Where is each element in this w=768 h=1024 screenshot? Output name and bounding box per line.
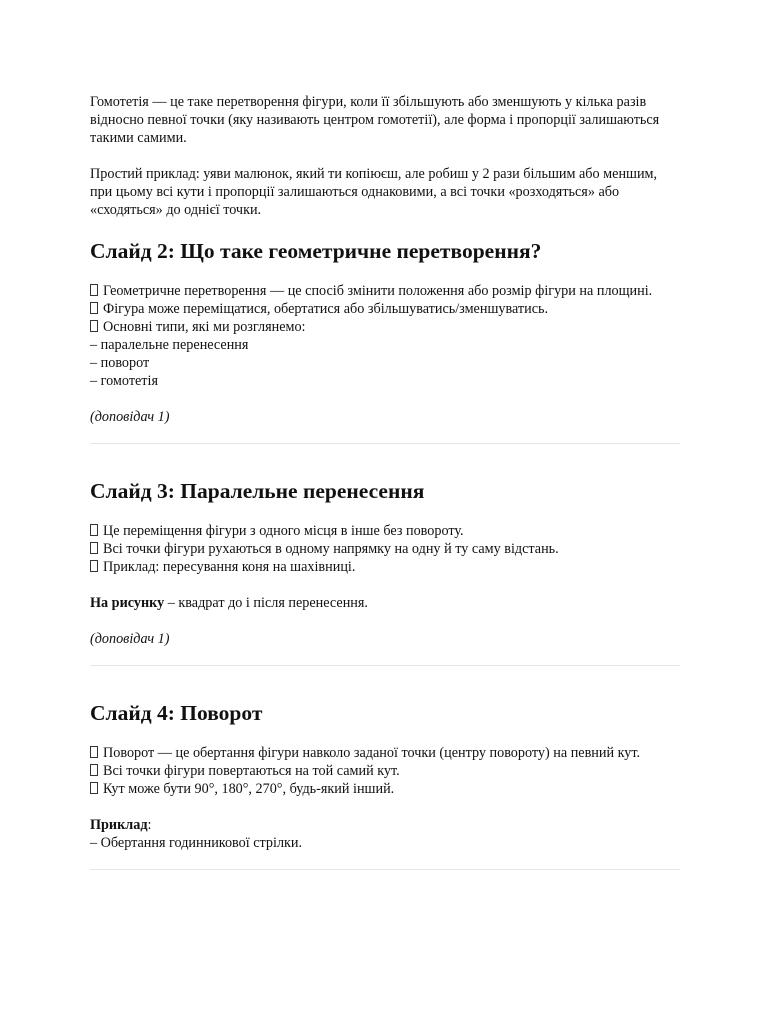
example-colon: : (147, 817, 152, 833)
missing-glyph-icon (90, 320, 98, 332)
slide-3-figure-note (90, 594, 680, 612)
slide-4-bullets (90, 744, 680, 798)
bullet-text: Це переміщення фігури з одного місця в інше без повороту. (103, 523, 464, 539)
example-heading (90, 816, 680, 834)
missing-glyph-icon (90, 542, 98, 554)
figure-label: На рисунку (90, 595, 165, 611)
slide-4-example (90, 816, 680, 852)
slide-3-speaker: (доповідач 1) (90, 631, 170, 647)
figure-text: – квадрат до і після перенесення. (164, 595, 368, 611)
bullet-line (90, 300, 680, 318)
section-divider (90, 869, 680, 870)
missing-glyph-icon (90, 782, 98, 794)
bullet-line (90, 540, 680, 558)
missing-glyph-icon (90, 746, 98, 758)
slide-4-title: Слайд 4: Поворот (90, 701, 263, 725)
bullet-line (90, 744, 680, 762)
document-page (90, 93, 680, 903)
slide-2-speaker: (доповідач 1) (90, 409, 170, 425)
bullet-line (90, 522, 680, 540)
missing-glyph-icon (90, 524, 98, 536)
bullet-text: Основні типи, які ми розглянемо: (103, 319, 306, 335)
bullet-line (90, 318, 680, 336)
slide-2-title: Слайд 2: Що таке геометричне перетворення? (90, 239, 542, 263)
slide-3-title: Слайд 3: Паралельне перенесення (90, 479, 425, 503)
section-divider (90, 443, 680, 444)
intro-paragraph-2: Простий приклад: уяви малюнок, який ти копіюєш, але робиш у 2 рази більшим або меншим, при цьому всі кути і пропорції залишаються однаковими, а всі точки «розходяться» або «сходяться» до однієї точки. (90, 166, 658, 218)
bullet-text: Всі точки фігури рухаються в одному напрямку на одну й ту саму відстань. (103, 541, 559, 557)
section-divider (90, 665, 680, 666)
slide-2-bullets (90, 282, 680, 390)
type-item: – паралельне перенесення (90, 337, 249, 353)
bullet-text: Приклад: пересування коня на шахівниці. (103, 559, 356, 575)
bullet-line (90, 780, 680, 798)
missing-glyph-icon (90, 302, 98, 314)
bullet-text: Геометричне перетворення — це спосіб змінити положення або розмір фігури на площині. (103, 283, 653, 299)
bullet-line (90, 282, 680, 300)
type-item: – поворот (90, 355, 150, 371)
bullet-text: Фігура може переміщатися, обертатися або збільшуватись/зменшуватись. (103, 301, 549, 317)
missing-glyph-icon (90, 560, 98, 572)
bullet-line (90, 558, 680, 576)
example-text: – Обертання годинникової стрілки. (90, 835, 303, 851)
bullet-text: Всі точки фігури повертаються на той самий кут. (103, 763, 400, 779)
slide-3-bullets (90, 522, 680, 576)
bullet-text: Поворот — це обертання фігури навколо заданої точки (центру повороту) на певний кут. (103, 745, 641, 761)
example-label: Приклад (90, 817, 148, 833)
missing-glyph-icon (90, 764, 98, 776)
missing-glyph-icon (90, 284, 98, 296)
bullet-line (90, 762, 680, 780)
bullet-text: Кут може бути 90°, 180°, 270°, будь-який інший. (103, 781, 395, 797)
intro-paragraph-1: Гомотетія — це таке перетворення фігури, коли її збільшують або зменшують у кілька разів відносно певної точки (яку називають центром гомотетії), але форма і пропорції залишаються такими самими. (90, 94, 660, 146)
type-item: – гомотетія (90, 373, 158, 389)
